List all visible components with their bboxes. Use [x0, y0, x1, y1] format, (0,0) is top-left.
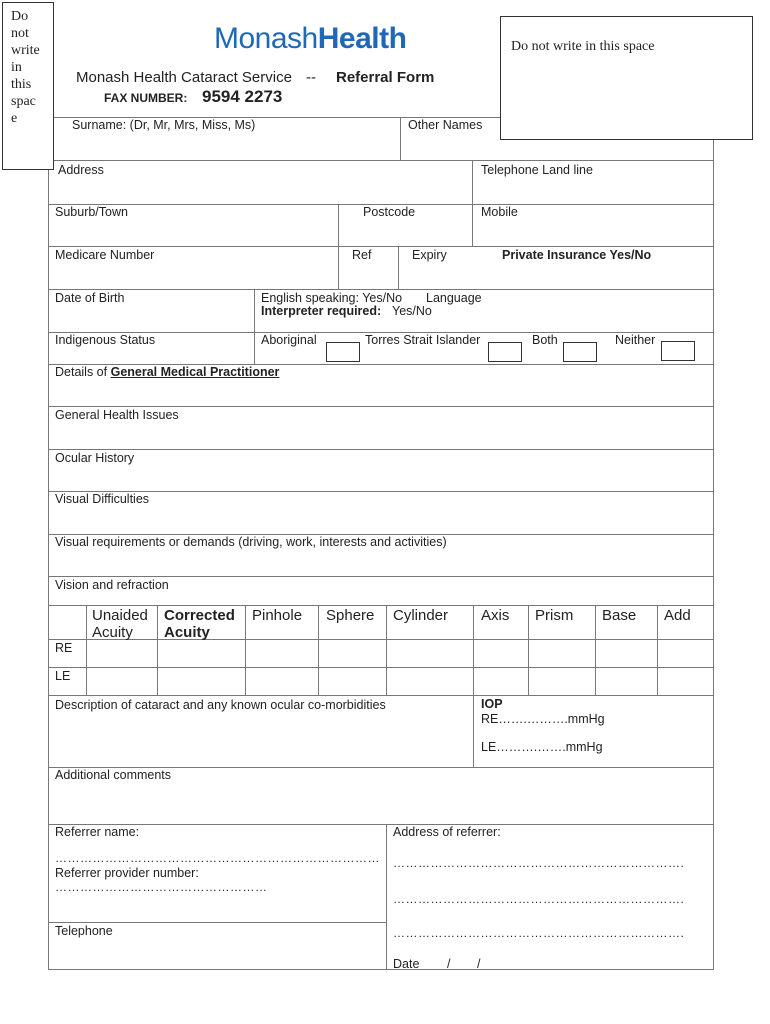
col-unaided-acuity: Unaided Acuity: [92, 607, 148, 641]
torres-label: Torres Strait Islander: [365, 333, 481, 347]
dob-label: Date of Birth: [55, 291, 125, 305]
gp-prefix: Details of: [55, 365, 108, 379]
both-checkbox[interactable]: [563, 342, 597, 362]
col-cylinder: Cylinder: [393, 607, 449, 624]
neither-label: Neither: [615, 333, 656, 347]
medicare-label: Medicare Number: [55, 248, 155, 262]
additional-comments-label: Additional comments: [55, 768, 172, 782]
iop-label: IOP: [481, 697, 503, 711]
surname-label: Surname: (Dr, Mr, Mrs, Miss, Ms): [72, 118, 256, 132]
aboriginal-checkbox[interactable]: [326, 342, 360, 362]
gp-link: General Medical Practitioner: [110, 365, 280, 379]
referrer-address-line-3[interactable]: …………………………………………………………….: [393, 926, 685, 940]
provider-number-label: Referrer provider number:: [55, 866, 199, 880]
ref-label: Ref: [352, 248, 372, 262]
gp-details-label: [55, 365, 279, 379]
col-sphere: Sphere: [326, 607, 375, 624]
date-slash-2: /: [477, 957, 481, 971]
monash-health-logo: [214, 22, 406, 56]
col-pinhole: Pinhole: [252, 607, 303, 624]
fax-label: FAX NUMBER:: [104, 91, 188, 105]
torres-checkbox[interactable]: [488, 342, 522, 362]
indigenous-label: Indigenous Status: [55, 333, 156, 347]
logo-part-health: Health: [317, 22, 407, 55]
cataract-description-label: Description of cataract and any known ocular co-morbidities: [55, 698, 386, 712]
interpreter-value: Yes/No: [392, 304, 432, 318]
landline-label: Telephone Land line: [481, 163, 593, 177]
logo-part-monash: Monash: [214, 22, 318, 55]
vision-refraction-label: Vision and refraction: [55, 578, 169, 592]
language-label: Language: [426, 291, 482, 305]
referrer-name-label: Referrer name:: [55, 825, 140, 839]
iop-re-field[interactable]: RE…….……….mmHg: [481, 712, 605, 726]
reserved-space-text: Do not write in this space: [511, 39, 655, 54]
general-health-label: General Health Issues: [55, 408, 179, 422]
col-corrected-acuity: Corrected Acuity: [164, 607, 235, 641]
service-title: Monash Health Cataract Service: [76, 69, 292, 86]
neither-checkbox[interactable]: [661, 341, 695, 361]
postcode-label: Postcode: [363, 205, 416, 219]
fax-number: 9594 2273: [202, 87, 283, 106]
telephone-label: Telephone: [55, 924, 113, 938]
expiry-label: Expiry: [412, 248, 447, 262]
referrer-name-field[interactable]: ……………………………………………………………………: [55, 851, 380, 865]
col-axis: Axis: [481, 607, 510, 624]
reserved-space-box: [500, 16, 753, 140]
visual-requirements-label: Visual requirements or demands (driving, work, interests and activities): [55, 535, 447, 549]
side-note-text: Do not write in this spac e: [11, 9, 40, 126]
col-prism: Prism: [535, 607, 574, 624]
referrer-address-line-2[interactable]: …………………………………………………………….: [393, 892, 685, 906]
suburb-label: Suburb/Town: [55, 205, 128, 219]
iop-le-field[interactable]: LE……….…….mmHg: [481, 740, 603, 754]
interpreter-label: Interpreter required:: [261, 304, 382, 318]
address-label: Address: [58, 163, 104, 177]
ocular-history-label: Ocular History: [55, 451, 135, 465]
date-slash-1: /: [447, 957, 451, 971]
both-label: Both: [532, 333, 558, 347]
english-speaking-label: English speaking: Yes/No: [261, 291, 403, 305]
title-dashes: --: [306, 69, 316, 86]
private-insurance-label: Private Insurance Yes/No: [502, 248, 652, 262]
other-names-label: Other Names: [408, 118, 483, 132]
col-base: Base: [602, 607, 637, 624]
mobile-label: Mobile: [481, 205, 518, 219]
referrer-address-line-1[interactable]: …………………………………………………………….: [393, 856, 685, 870]
row-le-label: LE: [55, 669, 71, 683]
date-label: Date: [393, 957, 420, 971]
do-not-write-side-box: [2, 2, 54, 170]
provider-number-field[interactable]: ……………………………………………: [55, 880, 268, 894]
aboriginal-label: Aboriginal: [261, 333, 317, 347]
col-add: Add: [664, 607, 691, 624]
referrer-address-label: Address of referrer:: [393, 825, 501, 839]
row-re-label: RE: [55, 641, 73, 655]
form-title: Referral Form: [336, 69, 435, 86]
visual-difficulties-label: Visual Difficulties: [55, 492, 150, 506]
